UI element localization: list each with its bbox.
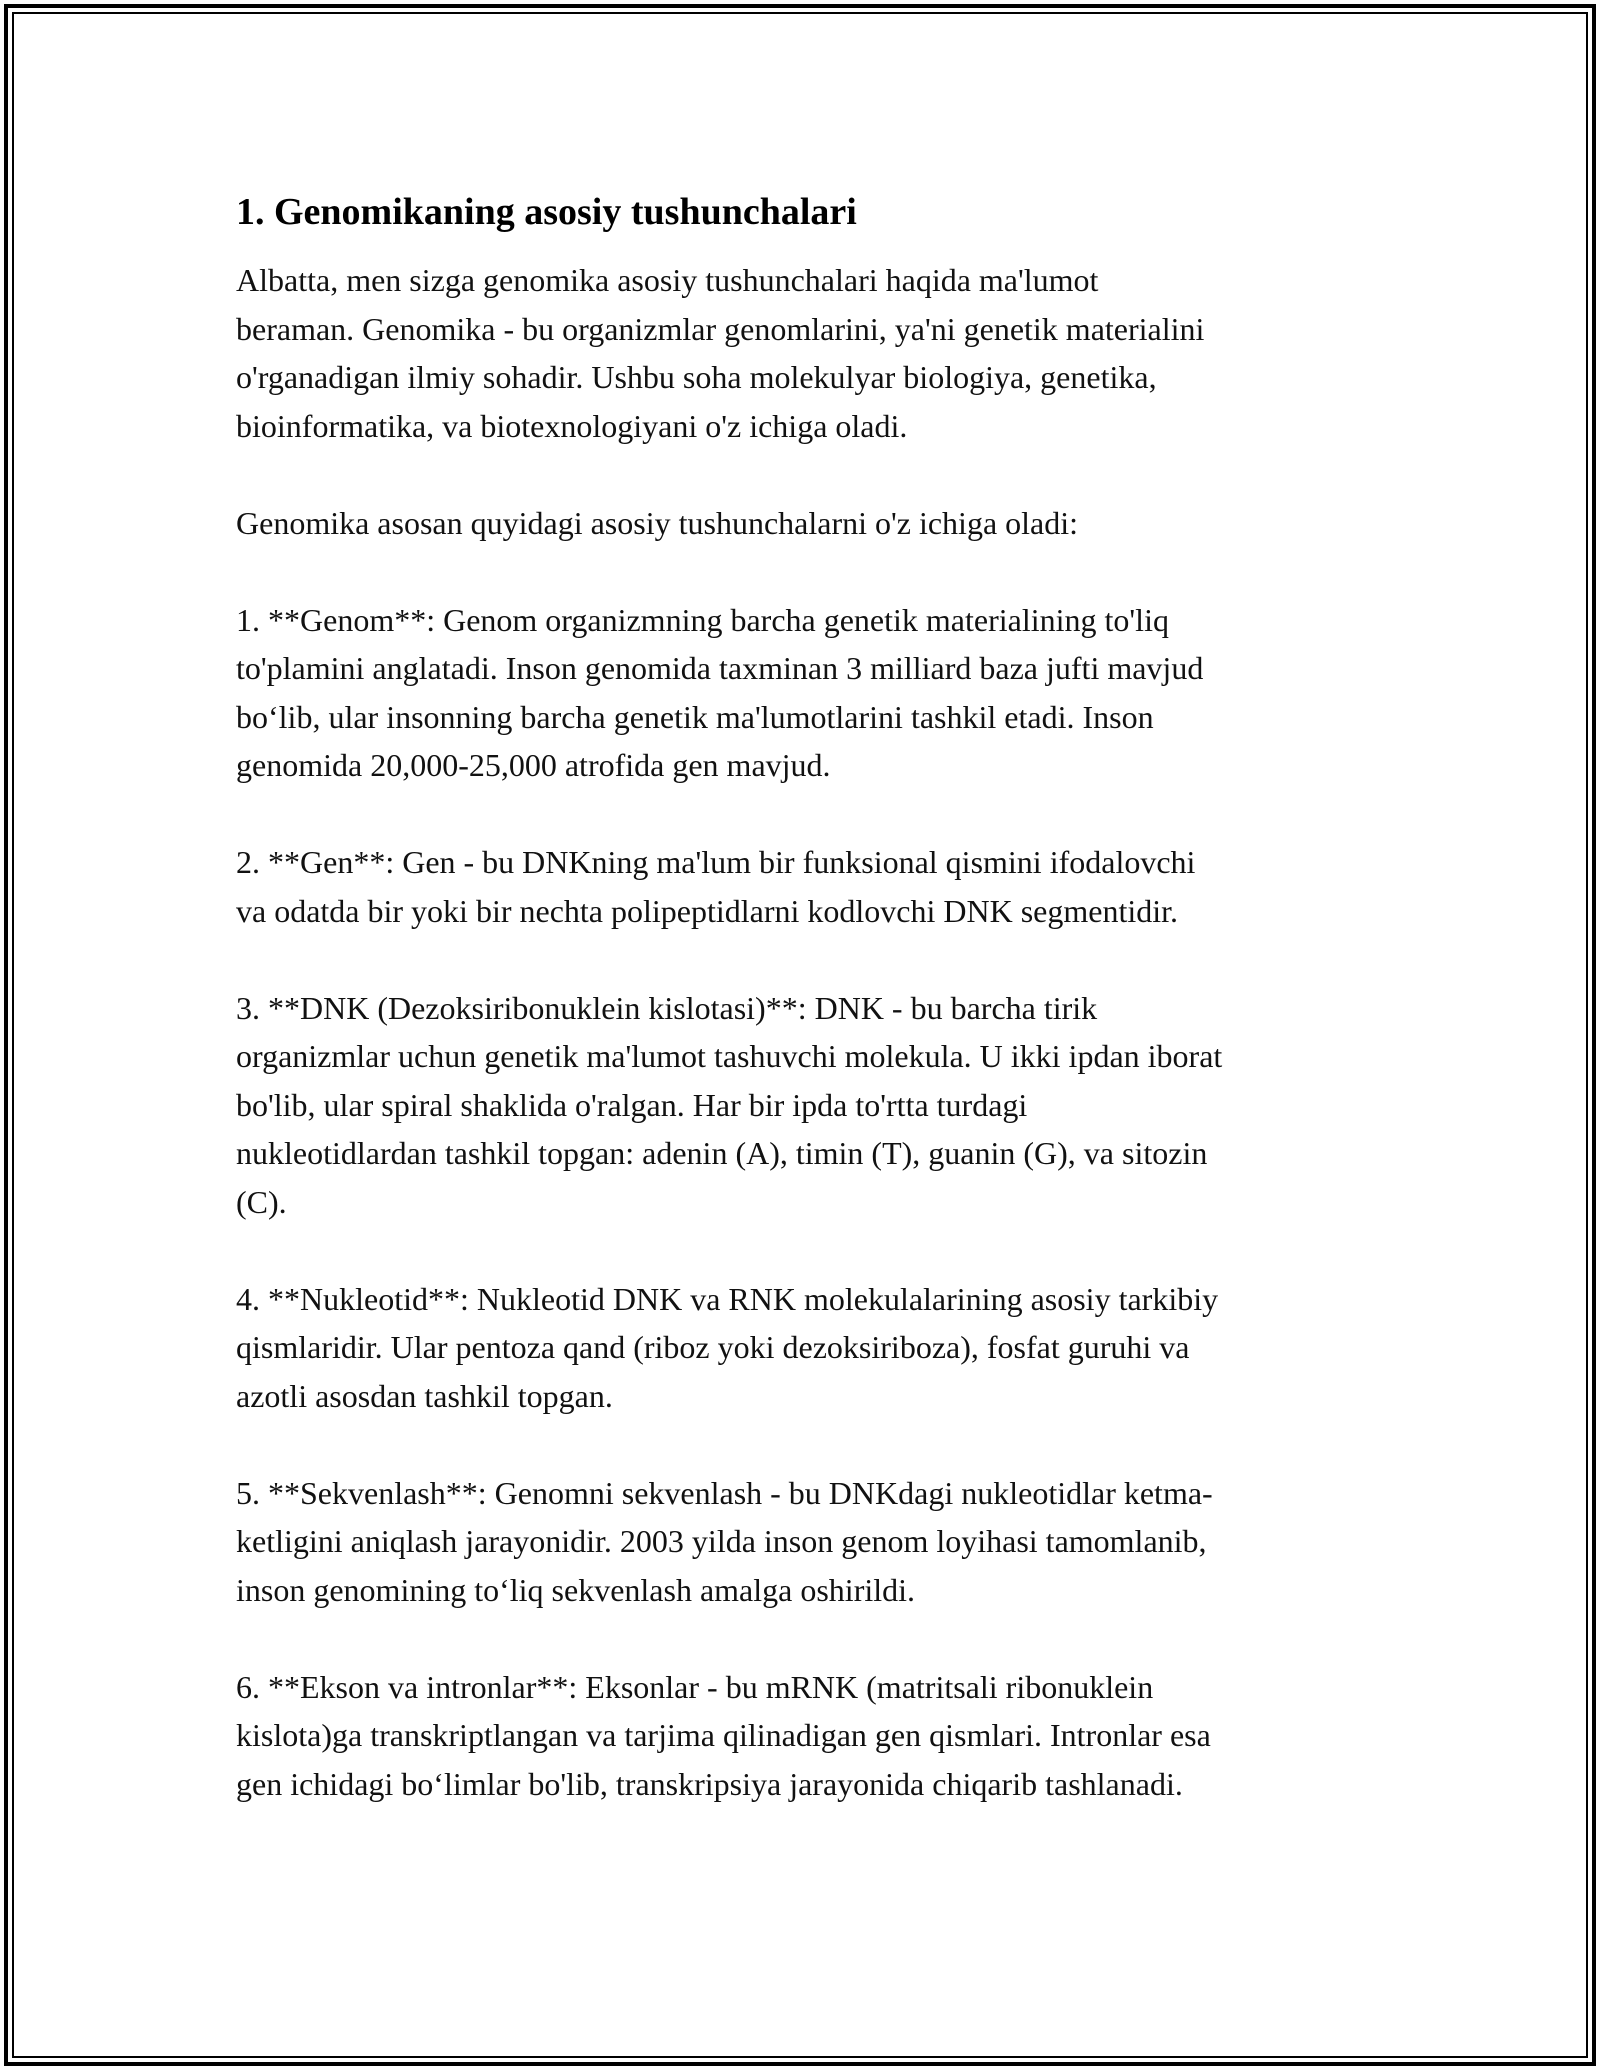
- document-body: [236, 186, 1386, 1808]
- document-title: 1. Genomikaning asosiy tushunchalari: [236, 191, 857, 233]
- list-intro-paragraph: Genomika asosan quyidagi asosiy tushunchalarni o'z ichiga oladi:: [236, 504, 1079, 541]
- item-ekson-paragraph: 6. **Ekson va intronlar**: Eksonlar - bu mRNK (matritsali ribonuklein kislota)ga transkriptlangan va tarjima qilinadigan gen qismlari. Intronlar esa gen ichidagi bo‘limlar bo'lib, transkripsiya jarayonida chiqarib tashlanadi.: [236, 1668, 1211, 1802]
- item-genom-paragraph: 1. **Genom**: Genom organizmning barcha genetik materialining to'liq to'plamini anglatadi. Inson genomida taxminan 3 milliard baza jufti mavjud bo‘lib, ular insonning barcha genetik ma'lumotlarini tashkil etadi. Inson genomida 20,000-25,000 atrofida gen mavjud.: [236, 601, 1204, 783]
- item-sekvenlash-paragraph: 5. **Sekvenlash**: Genomni sekvenlash - bu DNKdagi nukleotidlar ketma- ketligini aniqlash jarayonidir. 2003 yilda inson genom loyihasi tamomlanib, inson genomining to‘liq sekvenlash amalga oshirildi.: [236, 1474, 1213, 1608]
- item-dnk-paragraph: 3. **DNK (Dezoksiribonuklein kislotasi)**: DNK - bu barcha tirik organizmlar uchun genetik ma'lumot tashuvchi molekula. U ikki ipdan iborat bo'lib, ular spiral shaklida o'ralgan. Har bir ipda to'rtta turdagi nukleotidlardan tashkil topgan: adenin (A), timin (T), guanin (G), va sitozin (C).: [236, 989, 1223, 1220]
- item-nukleotid-paragraph: 4. **Nukleotid**: Nukleotid DNK va RNK molekulalarining asosiy tarkibiy qismlaridir. Ular pentoza qand (riboz yoki dezoksiriboza), fosfat guruhi va azotli asosdan tashkil topgan.: [236, 1280, 1219, 1414]
- item-gen-paragraph: 2. **Gen**: Gen - bu DNKning ma'lum bir funksional qismini ifodalovchi va odatda bir yoki bir nechta polipeptidlarni kodlovchi DNK segmentidir.: [236, 844, 1196, 929]
- intro-paragraph: Albatta, men sizga genomika asosiy tushunchalari haqida ma'lumot beraman. Genomika - bu organizmlar genomlarini, ya'ni genetik materialini o'rganadigan ilmiy sohadir. Ushbu soha molekulyar biologiya, genetika, bioinformatika, va biotexnologiyani o'z ichiga oladi.: [236, 262, 1205, 444]
